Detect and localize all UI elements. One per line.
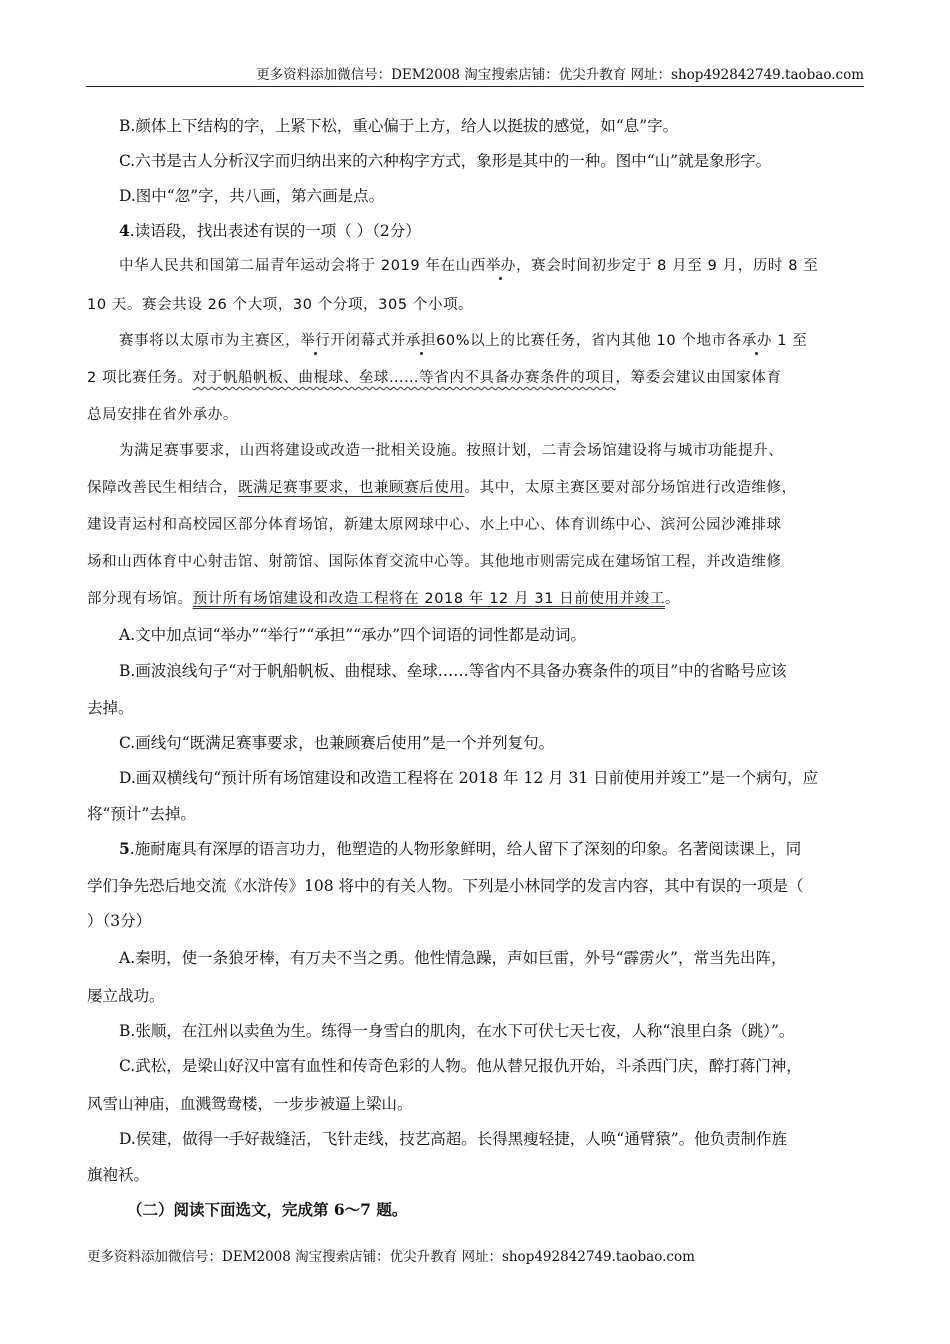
passage-text: 开闭幕式并 bbox=[330, 333, 406, 349]
q5-option-b: B.张顺，在江州以卖鱼为生。练得一身雪白的肌肉，在水下可伏七天七夜，人称“浪里白条（跳）”。 bbox=[119, 1022, 795, 1040]
passage-text: 1 至 bbox=[772, 333, 808, 349]
q4-option-d-line1: D.画双横线句“预计所有场馆建设和改造工程将在 2018 年 12 月 31 日前使用并竣工”是一个病句，应 bbox=[119, 769, 819, 787]
q4-option-b-line1: B.画波浪线句子“对于帆船帆板、曲棍球、垒球……等省内不具备办赛条件的项目”中的省略号应该 bbox=[119, 662, 787, 680]
q3-option-d: D.图中“忽”字，共八画，第六画是点。 bbox=[119, 187, 385, 205]
passage-p3-line2 bbox=[87, 477, 797, 499]
q5-option-a-line2: 屡立战功。 bbox=[87, 987, 165, 1005]
passage-p2-line2 bbox=[87, 367, 782, 389]
q5-option-a-line1: A.秦明，使一条狼牙棒，有万夫不当之勇。他性情急躁，声如巨雷，外号“霹雳火”，常当先出阵， bbox=[119, 949, 787, 967]
dotted-word-juxing: 举行 bbox=[300, 333, 331, 349]
page-footer: 更多资料添加微信号：DEM2008 淘宝搜索店铺：优尖升教育 网址：shop492842749.taobao.com bbox=[87, 1249, 695, 1265]
q4-option-c: C.画线句“既满足赛事要求，也兼顾赛后使用”是一个并列复句。 bbox=[119, 734, 555, 752]
q5-option-c-line2: 风雪山神庙，血溅鸳鸯楼，一步步被逼上梁山。 bbox=[87, 1095, 413, 1113]
header-divider bbox=[86, 86, 864, 87]
passage-p3-line4: 场和山西体育中心射击馆、射箭馆、国际体育交流中心等。其他地市则需完成在建场馆工程，并改造维修 bbox=[87, 554, 782, 570]
passage-p2-line1 bbox=[119, 330, 807, 352]
passage-p1-line2: 10 天。赛会共设 26 个大项，30 个分项，305 个小项。 bbox=[87, 297, 474, 313]
passage-p2-line3: 总局安排在省外承办。 bbox=[87, 407, 238, 423]
passage-p3-line3: 建设青运村和高校园区部分体育场馆，新建太原网球中心、水上中心、体育训练中心、滨河公园沙滩排球 bbox=[87, 517, 782, 533]
q4-number: 4 bbox=[119, 221, 130, 240]
page-header: 更多资料添加微信号：DEM2008 淘宝搜索店铺：优尖升教育 网址：shop492842749.taobao.com bbox=[256, 67, 864, 83]
passage-p1-line1 bbox=[119, 255, 818, 277]
passage-text: 部分现有场馆。 bbox=[87, 591, 193, 607]
q4-option-a: A.文中加点词“举办”“举行”“承担”“承办”四个词语的词性都是动词。 bbox=[119, 626, 587, 644]
q4-stem bbox=[119, 220, 421, 242]
q5-option-c-line1: C.武松，是梁山好汉中富有血性和传奇色彩的人物。他从替兄报仇开始，斗杀西门庆，醉打蒋门神， bbox=[119, 1057, 802, 1075]
dotted-word-chengban: 承办 bbox=[741, 333, 773, 349]
underlined-sentence: 既满足赛事要求，也兼顾赛后使用 bbox=[238, 480, 465, 496]
passage-text: 60%以上的比赛任务，省内其他 10 个地市各 bbox=[436, 333, 742, 349]
passage-text: 保障改善民生相结合， bbox=[87, 480, 238, 496]
q5-stem-line3: ）（3分） bbox=[87, 912, 152, 930]
dotted-word-juban: 举办 bbox=[485, 258, 517, 274]
q4-option-d-line2: 将“预计”去掉。 bbox=[87, 805, 196, 823]
dotted-word-chengdan: 承担 bbox=[405, 333, 437, 349]
q4-stem-text: .读语段，找出表述有误的一项（ ）（2分） bbox=[129, 222, 421, 240]
q5-number: 5 bbox=[119, 839, 130, 858]
passage-p3-line1: 为满足赛事要求，山西将建设或改造一批相关设施。按照计划，二青会场馆建设将与城市功能提升、 bbox=[119, 443, 784, 459]
section-2-heading: （二）阅读下面选文，完成第 6～7 题。 bbox=[127, 1200, 408, 1219]
passage-text: 中华人民共和国第二届青年运动会将于 2019 年在山西 bbox=[119, 258, 486, 274]
wavy-underlined-sentence: 对于帆船帆板、曲棍球、垒球……等省内不具备办赛条件的项目 bbox=[192, 370, 616, 386]
q5-stem-text: .施耐庵具有深厚的语言功力，他塑造的人物形象鲜明，给人留下了深刻的印象。名著阅读课上，同 bbox=[129, 840, 802, 858]
q4-option-b-line2: 去掉。 bbox=[87, 699, 134, 717]
passage-p3-line5 bbox=[87, 588, 680, 610]
q3-option-c: C.六书是古人分析汉字而归纳出来的六种构字方式，象形是其中的一种。图中“山”就是象形字。 bbox=[119, 152, 772, 170]
passage-text: 2 项比赛任务。 bbox=[87, 370, 193, 386]
q3-option-b: B.颜体上下结构的字，上紧下松，重心偏于上方，给人以挺拔的感觉，如“息”字。 bbox=[119, 117, 679, 135]
q5-option-d-line1: D.侯建，做得一手好裁缝活，飞针走线，技艺高超。长得黑瘦轻捷，人唤“通臂猿”。他负责制作旌 bbox=[119, 1130, 788, 1148]
passage-text: ，赛会时间初步定于 8 月至 9 月，历时 8 至 bbox=[516, 258, 819, 274]
passage-text: 。 bbox=[664, 591, 681, 607]
passage-text: 。其中，太原主赛区要对部分场馆进行改造维修， bbox=[464, 480, 797, 496]
q5-stem-line2: 学们争先恐后地交流《水浒传》108 将中的有关人物。下列是小林同学的发言内容，其中有误的一项是（ bbox=[87, 877, 804, 895]
double-underlined-sentence: 预计所有场馆建设和改造工程将在 2018 年 12 月 31 日前使用并竣工 bbox=[192, 591, 665, 607]
q5-option-d-line2: 旗袍袄。 bbox=[87, 1166, 150, 1184]
q5-stem-line1 bbox=[119, 838, 801, 860]
passage-text: ，筹委会建议由国家体育 bbox=[615, 370, 782, 386]
passage-text: 赛事将以太原市为主赛区， bbox=[119, 333, 301, 349]
